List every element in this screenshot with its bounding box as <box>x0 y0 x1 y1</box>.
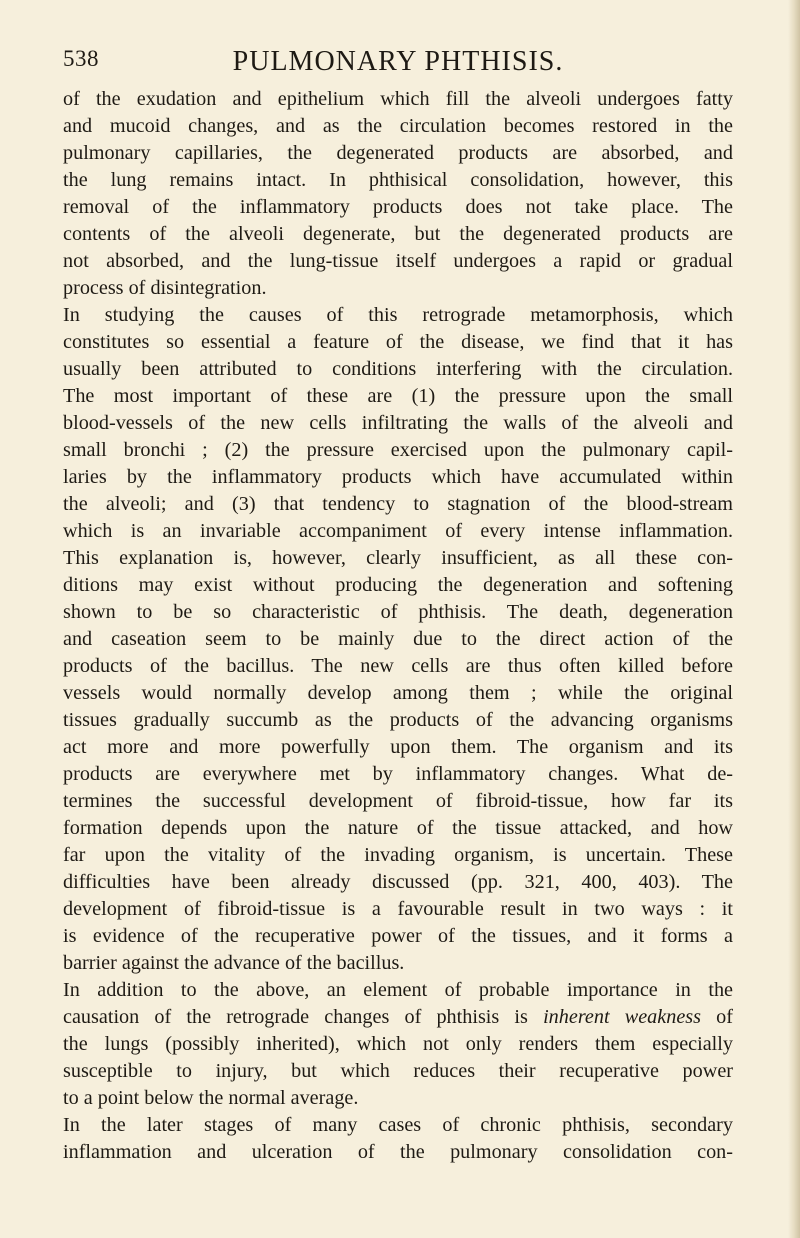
text-line: ditions may exist without producing the degeneration and softening <box>63 574 733 596</box>
text-line: usually been attributed to conditions interfering with the circulation. <box>63 358 733 380</box>
text-line: far upon the vitality of the invading organism, is uncertain. These <box>63 844 733 866</box>
emphasized-phrase: inherent weakness <box>543 1006 701 1028</box>
text-line: and mucoid changes, and as the circulation becomes restored in the <box>63 115 733 137</box>
text-line: The most important of these are (1) the pressure upon the small <box>63 385 733 407</box>
text-line: laries by the inflammatory products which have accumulated within <box>63 466 733 488</box>
text-segment: of <box>701 1006 733 1028</box>
page-edge <box>788 0 800 1238</box>
text-line: and caseation seem to be mainly due to the direct action of the <box>63 628 733 650</box>
text-line: products are everywhere met by inflammatory changes. What de- <box>63 763 733 785</box>
text-line: process of disintegration. <box>63 277 267 299</box>
text-line: removal of the inflammatory products does not take place. The <box>63 196 733 218</box>
page-header <box>63 46 733 80</box>
text-line: inflammation and ulceration of the pulmonary consolidation con- <box>63 1141 733 1163</box>
text-line: constitutes so essential a feature of the disease, we find that it has <box>63 331 733 353</box>
body-text <box>63 86 733 1166</box>
text-segment: causation of the retrograde changes of phthisis is <box>63 1006 544 1028</box>
text-line: the lung remains intact. In phthisical consolidation, however, this <box>63 169 733 191</box>
text-line: In the later stages of many cases of chronic phthisis, secondary <box>63 1114 733 1136</box>
text-line: difficulties have been already discussed (pp. 321, 400, 403). The <box>63 871 733 893</box>
text-line: pulmonary capillaries, the degenerated products are absorbed, and <box>63 142 733 164</box>
text-line: termines the successful development of fibroid-tissue, how far its <box>63 790 733 812</box>
text-line: development of fibroid-tissue is a favourable result in two ways : it <box>63 898 733 920</box>
text-line: shown to be so characteristic of phthisis. The death, degeneration <box>63 601 733 623</box>
text-line: formation depends upon the nature of the tissue attacked, and how <box>63 817 733 839</box>
text-line: In studying the causes of this retrograde metamorphosis, which <box>63 304 733 326</box>
page-number: 538 <box>63 46 99 71</box>
text-line: In addition to the above, an element of probable importance in the <box>63 979 733 1001</box>
text-line: act more and more powerfully upon them. The organism and its <box>63 736 733 758</box>
text-line: susceptible to injury, but which reduces their recuperative power <box>63 1060 733 1082</box>
text-line: barrier against the advance of the bacillus. <box>63 952 405 974</box>
text-line: small bronchi ; (2) the pressure exercised upon the pulmonary capil- <box>63 439 733 461</box>
text-line: blood-vessels of the new cells infiltrating the walls of the alveoli and <box>63 412 733 434</box>
text-line: to a point below the normal average. <box>63 1087 359 1109</box>
text-line: contents of the alveoli degenerate, but the degenerated products are <box>63 223 733 245</box>
text-line: the lungs (possibly inherited), which not only renders them especially <box>63 1033 733 1055</box>
text-line: vessels would normally develop among them ; while the original <box>63 682 733 704</box>
text-line: of the exudation and epithelium which fill the alveoli undergoes fatty <box>63 88 733 110</box>
text-line: This explanation is, however, clearly insufficient, as all these con- <box>63 547 733 569</box>
text-line: not absorbed, and the lung-tissue itself undergoes a rapid or gradual <box>63 250 733 272</box>
text-line <box>63 1004 733 1031</box>
running-head: PULMONARY PHTHISIS. <box>232 46 564 77</box>
text-line: tissues gradually succumb as the products of the advancing organisms <box>63 709 733 731</box>
text-line: is evidence of the recuperative power of the tissues, and it forms a <box>63 925 733 947</box>
text-line: which is an invariable accompaniment of every intense inflammation. <box>63 520 733 542</box>
text-line: products of the bacillus. The new cells are thus often killed before <box>63 655 733 677</box>
text-line: the alveoli; and (3) that tendency to stagnation of the blood-stream <box>63 493 733 515</box>
